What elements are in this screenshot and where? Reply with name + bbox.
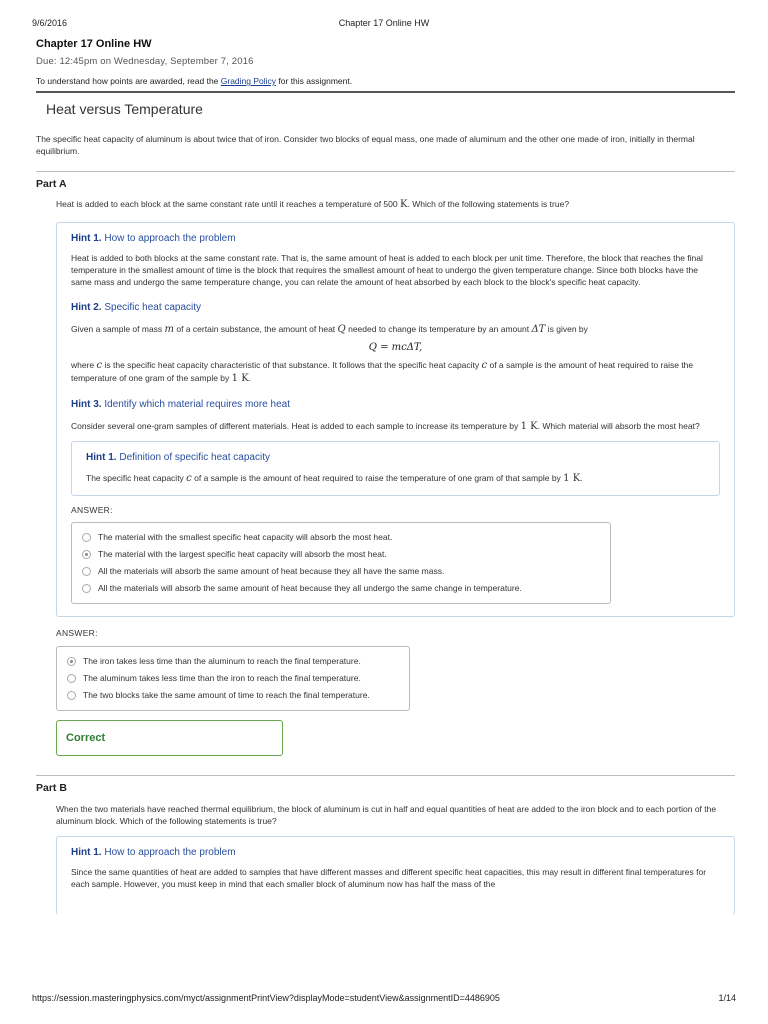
- hint-3-text-a: Consider several one-gram samples of different materials. Heat is added to each sample to increase its temperature by: [71, 421, 521, 431]
- hint-2-label: Specific heat capacity: [101, 302, 202, 313]
- radio-button-selected[interactable]: [67, 657, 76, 666]
- hint-1-number: Hint 1.: [71, 233, 102, 244]
- hint-3-answer-box: [71, 522, 611, 604]
- radio-button[interactable]: [67, 691, 76, 700]
- subhint-text-b: of a sample is the amount of heat required to raise the temperature of one gram of that sample by: [191, 473, 564, 483]
- part-a-answer-label: ANSWER:: [56, 628, 98, 638]
- assignment-content: [36, 38, 735, 915]
- page-number: 1/14: [718, 993, 736, 1003]
- hint-1-label: How to approach the problem: [101, 233, 236, 244]
- hint-3-number: Hint 3.: [71, 399, 102, 410]
- hint-2-text: [71, 323, 720, 336]
- heat-equation: Q = mcΔT,: [368, 342, 423, 353]
- radio-button[interactable]: [67, 674, 76, 683]
- hint-2-text-f: is the specific heat capacity characteristic of that substance. It follows that the specific heat capacity: [102, 360, 482, 370]
- hint-3-option[interactable]: [82, 546, 600, 563]
- hint-2-text-g: of a sample is the amount of heat required to raise the temperature of one gram of the sample by: [71, 360, 694, 383]
- radio-button-selected[interactable]: [82, 550, 91, 559]
- radio-button[interactable]: [82, 533, 91, 542]
- option-label: The material with the smallest specific heat capacity will absorb the most heat.: [98, 532, 393, 542]
- topic-title: Heat versus Temperature: [46, 101, 203, 117]
- hint-2-title[interactable]: [71, 302, 720, 313]
- radio-button[interactable]: [82, 567, 91, 576]
- var-c: c: [96, 360, 103, 371]
- radio-button[interactable]: [82, 584, 91, 593]
- assignment-title: Chapter 17 Online HW: [36, 38, 152, 50]
- var-delta-t: ΔT: [531, 324, 546, 335]
- unit-1k: 1 K: [563, 473, 581, 484]
- part-b-divider: [36, 775, 735, 776]
- part-a-divider: [36, 171, 735, 172]
- header-divider: [36, 91, 735, 93]
- hint-2-text-c: needed to change its temperature by an amount: [345, 324, 532, 334]
- page-url: https://session.masteringphysics.com/myct/assignmentPrintView?displayMode=studentView&assignmentID=4486905: [32, 993, 500, 1003]
- subhint-1-number: Hint 1.: [86, 452, 117, 463]
- policy-text-after: for this assignment.: [276, 76, 353, 86]
- unit-1k: 1 K: [231, 373, 249, 384]
- subhint-text-a: The specific heat capacity: [86, 473, 187, 483]
- subhint-text-c: .: [580, 473, 583, 483]
- part-a-option[interactable]: [67, 670, 399, 687]
- part-b-hint-1-text: Since the same quantities of heat are added to samples that have different masses and different specific heat capacities, this may result in different final temperatures for each sample. However, you must keep in mind that each smaller block of aluminum now has half the mass of the: [71, 867, 707, 889]
- part-a-title: Part A: [36, 178, 67, 190]
- hint-2-text-a: Given a sample of mass: [71, 324, 165, 334]
- hint-3-subhint: [71, 441, 720, 496]
- hint-1-title[interactable]: [71, 233, 720, 244]
- print-header: [32, 18, 736, 30]
- option-label: The material with the largest specific heat capacity will absorb the most heat.: [98, 549, 387, 559]
- part-a-unit: K: [399, 199, 408, 210]
- part-b-question: When the two materials have reached thermal equilibrium, the block of aluminum is cut in half and equal quantities of heat are added to the iron block and to each portion of the aluminum block. Which of the following statements is true?: [56, 804, 717, 826]
- hint-3-option[interactable]: [82, 580, 600, 597]
- part-a-answer-box: [56, 646, 410, 711]
- hint-3-answer-label: ANSWER:: [71, 505, 113, 515]
- hint-2-text-b: of a certain substance, the amount of heat: [174, 324, 338, 334]
- part-a-option[interactable]: [67, 653, 399, 670]
- part-a-option[interactable]: [67, 687, 399, 704]
- var-c: c: [186, 473, 192, 484]
- part-b-hints-panel: [56, 836, 735, 915]
- hint-3-option[interactable]: [82, 529, 600, 546]
- policy-text-before: To understand how points are awarded, read the: [36, 76, 221, 86]
- part-b-hint-1-title[interactable]: [71, 847, 720, 858]
- print-title: Chapter 17 Online HW: [338, 18, 430, 28]
- part-b-hint-1-label: How to approach the problem: [101, 847, 236, 858]
- part-b-hint-1-number: Hint 1.: [71, 847, 102, 858]
- option-label: The iron takes less time than the aluminum to reach the final temperature.: [83, 656, 361, 666]
- option-label: The aluminum takes less time than the iron to reach the final temperature.: [83, 673, 361, 683]
- subhint-1-title[interactable]: [86, 452, 705, 463]
- hint-2-text-d: is given by: [545, 324, 588, 334]
- subhint-1-label: Definition of specific heat capacity: [116, 452, 270, 463]
- hint-2-text-2: [71, 359, 720, 385]
- var-c: c: [481, 360, 488, 371]
- hint-2-number: Hint 2.: [71, 302, 102, 313]
- option-label: All the materials will absorb the same amount of heat because they all undergo the same change in temperature.: [98, 583, 522, 593]
- var-m: m: [164, 324, 175, 335]
- hint-2-text-h: .: [248, 373, 252, 383]
- grading-policy-note: [36, 76, 735, 86]
- hint-1-text: Heat is added to both blocks at the same constant rate. That is, the same amount of heat is added to each block per unit time. Therefore, the block that reaches the final temperature in the smallest amount of time is the block that requires the smallest amount of heat to undergo the given temperature change. Since both blocks have the same mass and undergo the same temperature change, you can relate the amount of heat absorbed by each block to the block's specific heat capacity.: [71, 253, 703, 287]
- subhint-1-text: [86, 472, 705, 485]
- hint-3-text-b: . Which material will absorb the most heat?: [537, 421, 700, 431]
- result-badge: Correct: [56, 720, 283, 756]
- hint-2-text-e: where: [71, 360, 97, 370]
- part-a-question-text: Heat is added to each block at the same constant rate until it reaches a temperature of 500: [56, 199, 400, 209]
- hint-3-text: [71, 420, 720, 433]
- option-label: All the materials will absorb the same amount of heat because they all have the same mass.: [98, 566, 445, 576]
- hint-3-option[interactable]: [82, 563, 600, 580]
- unit-1k: 1 K: [520, 421, 538, 432]
- option-label: The two blocks take the same amount of time to reach the final temperature.: [83, 690, 370, 700]
- part-a-question: [56, 198, 735, 211]
- hint-3-label: Identify which material requires more heat: [101, 399, 290, 410]
- hint-3-title[interactable]: [71, 399, 720, 410]
- due-date: Due: 12:45pm on Wednesday, September 7, 2016: [36, 56, 254, 67]
- print-date: 9/6/2016: [32, 18, 68, 28]
- var-q: Q: [337, 324, 346, 335]
- part-b-title: Part B: [36, 782, 67, 794]
- topic-intro: The specific heat capacity of aluminum is about twice that of iron. Consider two blocks of equal mass, one made of aluminum and the other one made of iron, initially in thermal equilibrium.: [36, 134, 695, 156]
- grading-policy-link[interactable]: Grading Policy: [220, 76, 277, 86]
- part-a-question-end: . Which of the following statements is true?: [407, 199, 570, 209]
- part-a-hints-panel: [56, 222, 735, 617]
